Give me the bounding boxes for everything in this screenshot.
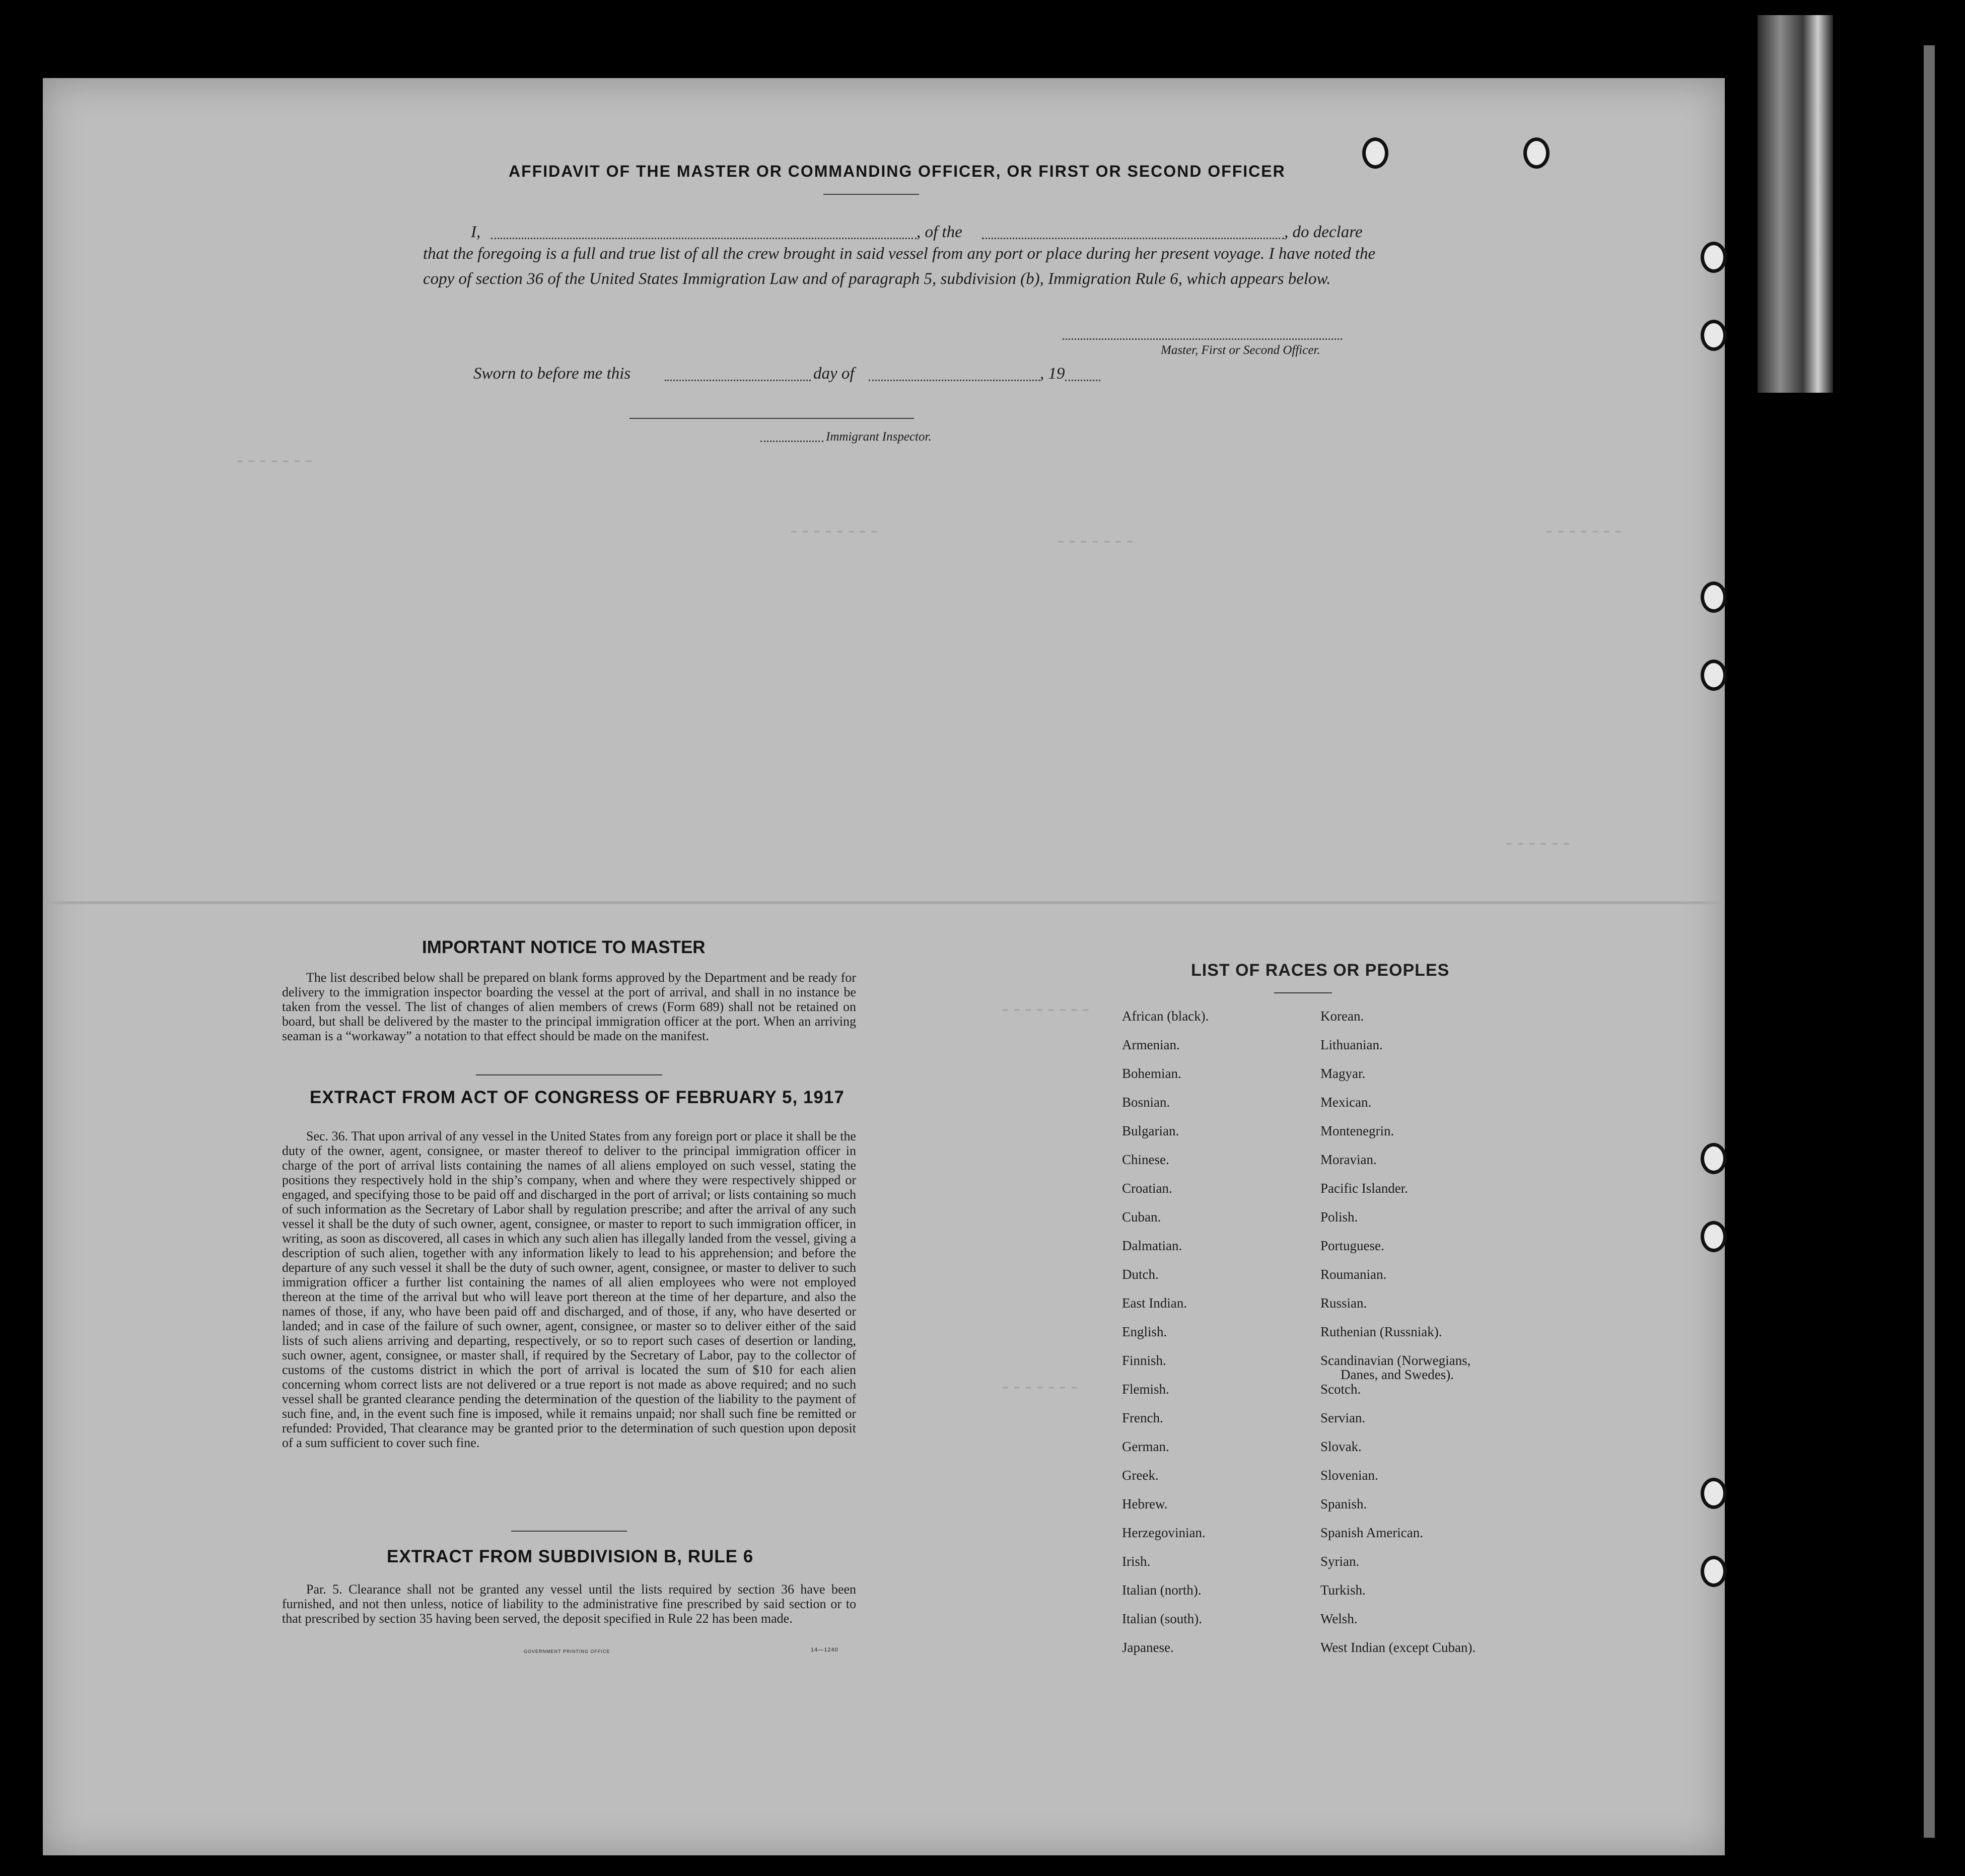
race-entry: Scotch. xyxy=(1320,1382,1361,1397)
form-code: 14—1240 xyxy=(811,1647,838,1653)
affidavit-title: AFFIDAVIT OF THE MASTER OR COMMANDING OFFICER, OR FIRST OR SECOND OFFICER xyxy=(509,162,1286,180)
race-entry: Flemish. xyxy=(1122,1382,1169,1397)
race-entry: West Indian (except Cuban). xyxy=(1320,1640,1476,1655)
race-entry: Russian. xyxy=(1320,1295,1367,1311)
race-entry: Croatian. xyxy=(1122,1181,1172,1196)
sworn-month-blank xyxy=(869,380,1040,381)
affidavit-declare: , do declare xyxy=(1284,223,1363,241)
rule-text: Par. 5. Clearance shall not be granted any vessel until the lists required by section 36 have been furnished, and not then unless, notice of liability to the administrative fine prescribed by said section or to that prescribed by section 35 having been served, the deposit specified in Rule 22 has been made. xyxy=(282,1582,856,1626)
race-entry: Slovenian. xyxy=(1320,1468,1378,1483)
race-entry: Italian (north). xyxy=(1122,1582,1202,1598)
master-signature-line xyxy=(1063,338,1342,340)
bleed-through: ------- xyxy=(234,451,315,472)
vessel-blank xyxy=(982,238,1284,239)
binder-hole xyxy=(1701,1478,1727,1509)
bleed-through: ------- xyxy=(1543,521,1624,543)
race-entry: Cuban. xyxy=(1122,1209,1161,1224)
binder-hole xyxy=(1701,242,1727,273)
race-entry: Ruthenian (Russniak). xyxy=(1320,1324,1442,1339)
race-entry: Dutch. xyxy=(1122,1267,1159,1282)
scan-edge xyxy=(1758,15,1833,393)
page-fold xyxy=(43,901,1725,904)
master-caption: Master, First or Second Officer. xyxy=(1161,343,1320,357)
bleed-through: -------- xyxy=(788,521,880,543)
race-entry: Welsh. xyxy=(1320,1611,1358,1626)
act-title: EXTRACT FROM ACT OF CONGRESS OF FEBRUARY 5, 1917 xyxy=(310,1088,845,1107)
race-entry: Portuguese. xyxy=(1320,1238,1384,1253)
binder-hole xyxy=(1362,137,1388,169)
race-entry: Greek. xyxy=(1122,1468,1159,1483)
affidavit-statement: that the foregoing is a full and true list of all the crew brought in said vessel from any port or place during her present voyage. I have noted the copy of section 36 of the United States Immigration Law and of paragraph 5, subdivision (b), Immigration Rule 6, which appears below. xyxy=(423,245,1376,288)
race-entry: Spanish. xyxy=(1320,1496,1367,1511)
binder-hole xyxy=(1701,1221,1727,1252)
binder-hole xyxy=(1701,660,1727,691)
race-entry: Irish. xyxy=(1122,1554,1151,1569)
sworn-year-blank xyxy=(1065,380,1100,381)
printer-imprint: GOVERNMENT PRINTING OFFICE xyxy=(524,1649,610,1654)
race-entry: Montenegrin. xyxy=(1320,1123,1394,1138)
race-entry: Turkish. xyxy=(1320,1582,1366,1598)
race-entry: Polish. xyxy=(1320,1209,1358,1224)
bleed-through: ------ xyxy=(1503,833,1572,855)
race-entry: African (black). xyxy=(1122,1008,1209,1024)
race-entry: Dalmatian. xyxy=(1122,1238,1182,1253)
race-entry: Herzegovinian. xyxy=(1122,1525,1206,1540)
race-entry: Servian. xyxy=(1320,1410,1366,1425)
inspector-dots xyxy=(760,441,823,442)
race-entry: Danes, and Swedes). xyxy=(1341,1367,1454,1382)
race-entry: Pacific Islander. xyxy=(1320,1181,1408,1196)
act-text: Sec. 36. That upon arrival of any vessel in the United States from any foreign port or place it shall be the duty of the owner, agent, consignee, or master thereof to deliver to the principal immigration officer in charge of the port of arrival lists containing the names of all aliens employed on such vessel, stating the positions they respectively hold in the ship’s company, when and where they were respectively shipped or engaged, and specifying those to be paid off and discharged in the port of arrival; or lists containing so much of such information as the Secretary of Labor shall by regulation prescribe; and after the arrival of any such vessel it shall be the duty of such owner, agent, consignee, or master to report to such immigration officer, in writing, as soon as discovered, all cases in which any such alien has illegally landed from the vessel, giving a description of such alien, together with any information likely to lead to his apprehension; and before the departure of any such vessel it shall be the duty of such owner, agent, consignee, or master to deliver to such immigration officer a further list containing the names of all alien employees who were not employed thereon at the time of the arrival but who will leave port thereon at the time of her departure, and also the names of those, if any, who have been paid off and discharged, and of those, if any, who have deserted or landed; and in case of the failure of such owner, agent, consignee, or master so to deliver either of the said lists of such aliens arriving and departing, respectively, or so to report such cases of desertion or landing, such owner, agent, consignee, or master shall, if required by the Secretary of Labor, pay to the collector of customs of the customs district in which the port of arrival is located the sum of $10 for each alien concerning whom correct lists are not delivered or a true report is not made as above required; and no such vessel shall be granted clearance pending the determination of the question of the liability to the payment of such fine, and, in the event such fine is imposed, while it remains unpaid; nor shall such fine be remitted or refunded: Provided, That clearance may be granted prior to the determination of such question upon deposit of a sum sufficient to cover such fine. xyxy=(282,1129,856,1450)
bleed-through: -------- xyxy=(1000,999,1092,1021)
race-entry: Moravian. xyxy=(1320,1152,1377,1167)
notice-divider xyxy=(476,1074,662,1075)
binder-hole xyxy=(1701,320,1727,351)
sworn-day-blank xyxy=(665,380,811,381)
races-title: LIST OF RACES OR PEOPLES xyxy=(1191,961,1450,980)
race-entry: Bohemian. xyxy=(1122,1066,1181,1081)
inspector-signature-line xyxy=(629,418,914,419)
race-entry: Magyar. xyxy=(1320,1066,1366,1081)
binder-hole xyxy=(1701,1143,1727,1174)
race-entry: German. xyxy=(1122,1439,1169,1454)
bleed-through: ------- xyxy=(1055,531,1136,553)
race-entry: English. xyxy=(1122,1324,1167,1339)
sworn-prefix: Sworn to before me this xyxy=(473,365,631,383)
binder-hole xyxy=(1523,137,1550,169)
act-divider xyxy=(511,1531,627,1532)
race-entry: Roumanian. xyxy=(1320,1267,1387,1282)
race-entry: Lithuanian. xyxy=(1320,1037,1383,1052)
race-entry: French. xyxy=(1122,1410,1163,1425)
affidavit-i: I, xyxy=(471,223,481,241)
sworn-year: , 19 xyxy=(1040,365,1065,383)
race-entry: Chinese. xyxy=(1122,1152,1169,1167)
race-entry: Syrian. xyxy=(1320,1554,1360,1569)
race-entry: Armenian. xyxy=(1122,1037,1180,1052)
races-divider xyxy=(1274,992,1332,993)
rule-title: EXTRACT FROM SUBDIVISION B, RULE 6 xyxy=(387,1547,754,1566)
race-entry: Hebrew. xyxy=(1122,1496,1168,1511)
race-entry: Japanese. xyxy=(1122,1640,1174,1655)
race-entry: Spanish American. xyxy=(1320,1525,1423,1540)
race-entry: Slovak. xyxy=(1320,1439,1362,1454)
race-entry: Bulgarian. xyxy=(1122,1123,1179,1138)
inspector-caption: Immigrant Inspector. xyxy=(826,430,932,444)
scan-edge-strip xyxy=(1924,45,1935,1838)
bleed-through: ------- xyxy=(1000,1377,1080,1399)
race-entry: Korean. xyxy=(1320,1008,1364,1024)
title-underline xyxy=(823,194,919,195)
race-entry: Scandinavian (Norwegians, xyxy=(1320,1353,1471,1368)
binder-hole xyxy=(1701,582,1727,613)
race-entry: East Indian. xyxy=(1122,1295,1187,1311)
name-blank xyxy=(491,238,917,239)
notice-text: The list described below shall be prepared on blank forms approved by the Department and be ready for delivery to the immigration inspector boarding the vessel at the port of arrival, and shall in no instance be taken from the vessel. The list of changes of alien members of crews (Form 689) shall not be retained on board, but shall be delivered by the master to the principal immigration officer at the port. When an arriving seaman is a “workaway” a notation to that effect should be made on the manifest. xyxy=(282,970,856,1043)
race-entry: Bosnian. xyxy=(1122,1095,1170,1110)
notice-title: IMPORTANT NOTICE TO MASTER xyxy=(422,937,706,957)
race-entry: Italian (south). xyxy=(1122,1611,1202,1626)
binder-hole xyxy=(1701,1556,1727,1587)
sworn-day-of: day of xyxy=(813,365,855,383)
race-entry: Mexican. xyxy=(1320,1095,1372,1110)
race-entry: Finnish. xyxy=(1122,1353,1166,1368)
affidavit-of-the: , of the xyxy=(917,223,962,241)
